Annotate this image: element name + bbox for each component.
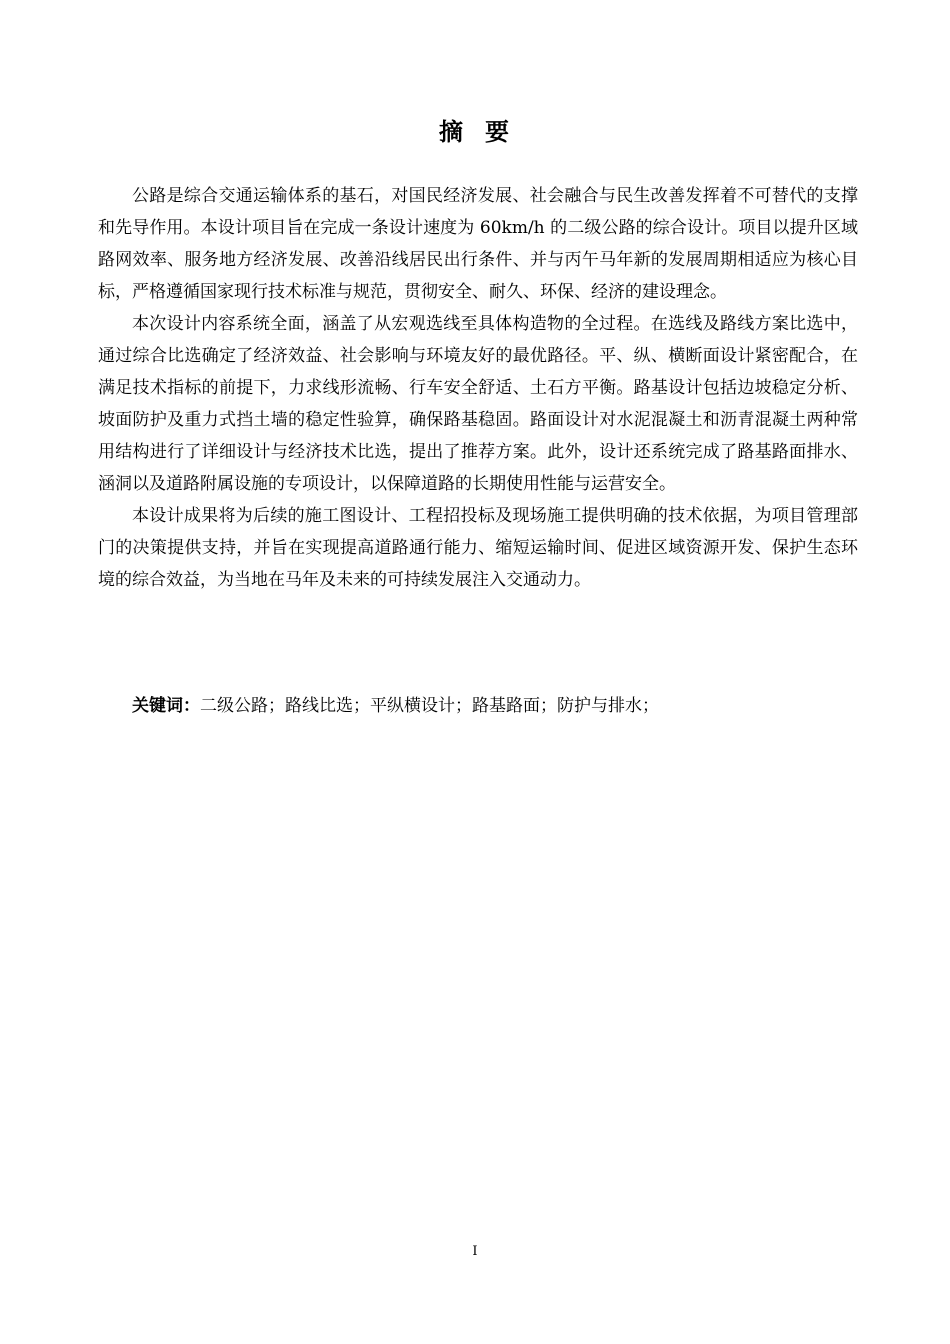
title-char-2: 要 <box>485 118 511 146</box>
keywords-line <box>98 690 858 722</box>
title-char-1: 摘 <box>439 118 465 146</box>
abstract-paragraph-3: 本设计成果将为后续的施工图设计、工程招投标及现场施工提供明确的技术依据，为项目管理部门的决策提供支持，并旨在实现提高道路通行能力、缩短运输时间、促进区域资源开发、保护生态环境的综合效益，为当地在马年及未来的可持续发展注入交通动力。 <box>98 506 858 590</box>
abstract-title <box>0 112 950 152</box>
abstract-paragraph-2: 本次设计内容系统全面，涵盖了从宏观选线至具体构造物的全过程。在选线及路线方案比选中，通过综合比选确定了经济效益、社会影响与环境友好的最优路径。平、纵、横断面设计紧密配合，在满足技术指标的前提下，力求线形流畅、行车安全舒适、土石方平衡。路基设计包括边坡稳定分析、坡面防护及重力式挡土墙的稳定性验算，确保路基稳固。路面设计对水泥混凝土和沥青混凝土两种常用结构进行了详细设计与经济技术比选，提出了推荐方案。此外，设计还系统完成了路基路面排水、涵洞以及道路附属设施的专项设计，以保障道路的长期使用性能与运营安全。 <box>98 314 858 494</box>
keywords-label: 关键词： <box>132 696 200 716</box>
page-number: I <box>472 1244 478 1259</box>
abstract-paragraph-1: 公路是综合交通运输体系的基石，对国民经济发展、社会融合与民生改善发挥着不可替代的支撑和先导作用。本设计项目旨在完成一条设计速度为 60km/h 的二级公路的综合设计。项目以提升区域路网效率、服务地方经济发展、改善沿线居民出行条件、并与丙午马年新的发展周期相适应为核心目标，严格遵循国家现行技术标准与规范，贯彻安全、耐久、环保、经济的建设理念。 <box>98 186 858 302</box>
abstract-body <box>98 180 858 596</box>
keywords-text: 二级公路；路线比选；平纵横设计；路基路面；防护与排水； <box>200 696 659 716</box>
